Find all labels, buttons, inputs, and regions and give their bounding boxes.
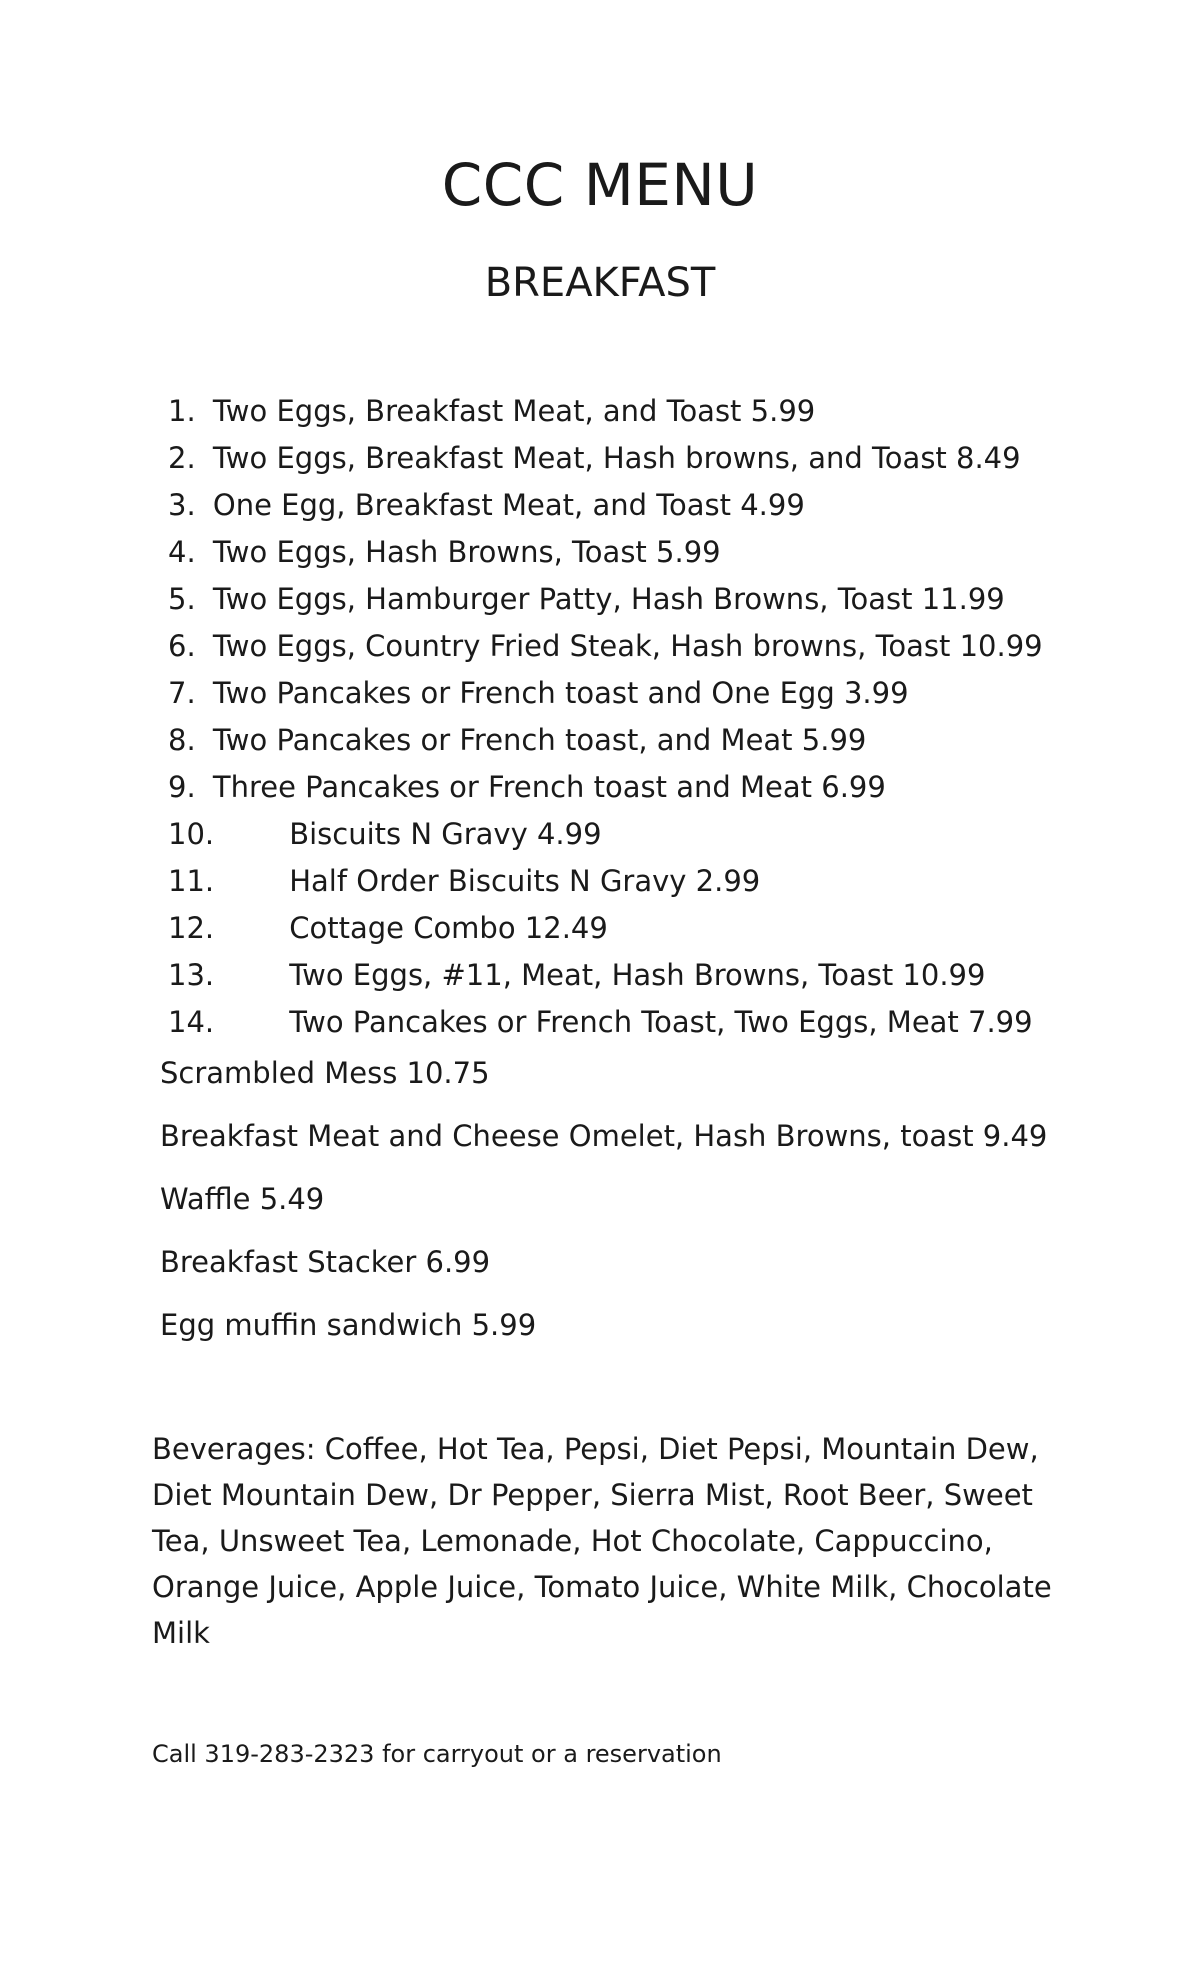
section-heading-breakfast: BREAKFAST xyxy=(484,260,716,306)
menu-item-number: 8. xyxy=(168,723,196,757)
extra-menu-item: Waffle 5.49 xyxy=(160,1182,325,1216)
menu-item-number: 5. xyxy=(168,582,196,616)
menu-item-number: 2. xyxy=(168,441,196,475)
menu-item xyxy=(168,952,1128,999)
extra-menu-item: Breakfast Stacker 6.99 xyxy=(160,1245,491,1279)
menu-item-text: Two Eggs, Country Fried Steak, Hash browns, Toast 10.99 xyxy=(212,629,1043,663)
menu-item-number: 7. xyxy=(168,676,196,710)
menu-item-text: Three Pancakes or French toast and Meat 6.99 xyxy=(212,770,886,804)
extra-menu-item: Breakfast Meat and Cheese Omelet, Hash Browns, toast 9.49 xyxy=(160,1119,1048,1153)
menu-item-text: Two Eggs, #11, Meat, Hash Browns, Toast 10.99 xyxy=(289,958,986,992)
menu-item-text: Two Pancakes or French toast and One Egg 3.99 xyxy=(212,676,909,710)
menu-item xyxy=(168,388,1128,435)
menu-item-text: Two Eggs, Hamburger Patty, Hash Browns, Toast 11.99 xyxy=(212,582,1005,616)
menu-item xyxy=(168,435,1128,482)
menu-item-number: 14. xyxy=(168,1005,215,1039)
beverages-paragraph: Beverages: Coffee, Hot Tea, Pepsi, Diet Pepsi, Mountain Dew, Diet Mountain Dew, Dr Pepper, Sierra Mist, Root Beer, Sweet Tea, Unsweet Tea, Lemonade, Hot Chocolate, Cappuccino, Orange Juice, Apple Juice, Tomato Juice, White Milk, Chocolate Milk xyxy=(152,1432,1052,1650)
menu-item xyxy=(168,670,1128,717)
menu-item xyxy=(168,717,1128,764)
menu-item-number: 10. xyxy=(168,817,215,851)
menu-item-text: Half Order Biscuits N Gravy 2.99 xyxy=(289,864,761,898)
menu-item-number: 9. xyxy=(168,770,196,804)
menu-item-number: 1. xyxy=(168,394,196,428)
menu-item-text: Two Eggs, Breakfast Meat, Hash browns, and Toast 8.49 xyxy=(212,441,1021,475)
numbered-menu-list xyxy=(168,388,1128,1046)
menu-item-text: One Egg, Breakfast Meat, and Toast 4.99 xyxy=(212,488,805,522)
menu-item-number: 12. xyxy=(168,911,215,945)
menu-item xyxy=(168,858,1128,905)
menu-item xyxy=(168,905,1128,952)
menu-item-number: 13. xyxy=(168,958,215,992)
menu-item-text: Two Eggs, Hash Browns, Toast 5.99 xyxy=(212,535,721,569)
menu-item xyxy=(168,764,1128,811)
menu-item-number: 4. xyxy=(168,535,196,569)
menu-title: CCC MENU xyxy=(441,151,759,219)
extra-menu-items xyxy=(160,1050,1120,1365)
menu-item-number: 3. xyxy=(168,488,196,522)
menu-item xyxy=(168,811,1128,858)
menu-item-number: 6. xyxy=(168,629,196,663)
menu-item xyxy=(168,623,1128,670)
menu-item xyxy=(168,576,1128,623)
menu-item-text: Cottage Combo 12.49 xyxy=(289,911,608,945)
call-note: Call 319-283-2323 for carryout or a reservation xyxy=(152,1740,722,1768)
menu-item-number: 11. xyxy=(168,864,215,898)
menu-item-text: Two Eggs, Breakfast Meat, and Toast 5.99 xyxy=(212,394,816,428)
menu-item-text: Two Pancakes or French Toast, Two Eggs, Meat 7.99 xyxy=(289,1005,1033,1039)
menu-item xyxy=(168,529,1128,576)
menu-item xyxy=(168,999,1128,1046)
menu-item xyxy=(168,482,1128,529)
menu-item-text: Biscuits N Gravy 4.99 xyxy=(289,817,602,851)
extra-menu-item: Scrambled Mess 10.75 xyxy=(160,1056,490,1090)
extra-menu-item: Egg muffin sandwich 5.99 xyxy=(160,1308,537,1342)
menu-item-text: Two Pancakes or French toast, and Meat 5.99 xyxy=(212,723,867,757)
